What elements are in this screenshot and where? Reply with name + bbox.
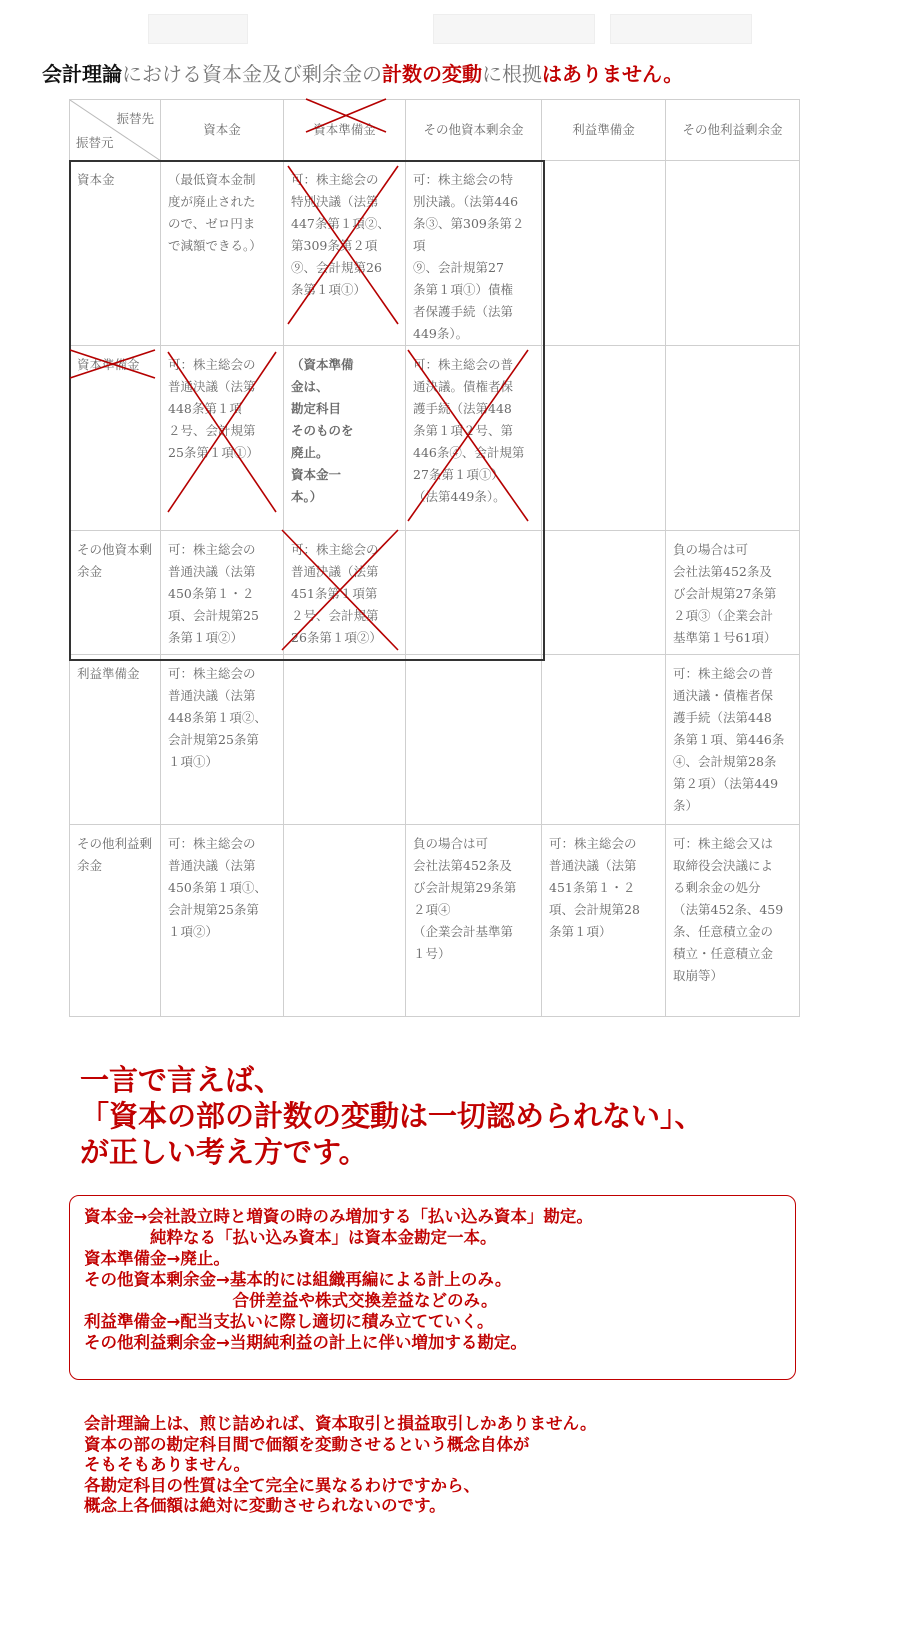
table-row (70, 531, 800, 655)
closing-line: 各勘定科目の性質は全て完全に異なるわけですから、 (84, 1475, 480, 1495)
cell-line: 条第１項２号、第 (413, 423, 514, 438)
cell-line: ④、会計規第28条 (673, 754, 777, 769)
note-line: 合併差益や株式交換差益などのみ。 (84, 1291, 498, 1310)
cell-line: 普通決議（法第 (168, 379, 256, 394)
cell-line: 本。） (291, 489, 323, 504)
cell-line: 負の場合は可 (673, 542, 749, 557)
cell-line: 条第１項②） (168, 630, 244, 645)
row-label: 資本金 (70, 161, 161, 346)
table-cell (666, 531, 800, 655)
note-line: 資本準備金→廃止。 (84, 1249, 230, 1268)
closing-paragraph (84, 1414, 597, 1517)
cell-line: 条③、第309条第２項 (413, 216, 525, 253)
capital-transfer-table (69, 99, 800, 1017)
cell-line: 会社法第452条及 (673, 564, 772, 579)
table-cell (161, 825, 284, 1017)
cell-line: 可：株主総会の (549, 836, 637, 851)
cell-line: 26条第１項②） (291, 630, 382, 645)
row-label: 利益準備金 (70, 655, 161, 825)
cell-line: 447条第１項②、 (291, 216, 390, 231)
cell-line: 項、会計規第25 (168, 608, 259, 623)
cell-line: （最低資本金制 (168, 172, 256, 187)
cell-line: で減額できる。） (168, 238, 262, 253)
table-cell (406, 531, 542, 655)
table-cell (666, 161, 800, 346)
cell-line: び会計規第29条第 (413, 880, 517, 895)
cell-line: 別決議。（法第446 (413, 194, 519, 209)
cell-line: 会計規第25条第 (168, 902, 259, 917)
cell-line: 可：株主総会の普 (673, 666, 774, 681)
cell-line: 者保護手続（法第 (413, 304, 514, 319)
cell-line: び会計規第27条第 (673, 586, 777, 601)
cell-line: 条） (673, 798, 699, 813)
cell-line: 可：株主総会の (291, 172, 379, 187)
cell-line: 護手続（法第448 (673, 710, 772, 725)
cell-line: 普通決議（法第 (168, 688, 256, 703)
headline-part: はありません。 (542, 62, 684, 86)
cell-line: 度が廃止された (168, 194, 256, 209)
cell-line: 可：株主総会の普 (413, 357, 514, 372)
cell-line: 448条第１項 (168, 401, 242, 416)
column-header: 利益準備金 (542, 100, 666, 161)
cell-line: （資本準備 (291, 357, 354, 372)
cell-line: る剰余金の処分 (673, 880, 761, 895)
summary-line: が正しい考え方です。 (80, 1135, 368, 1169)
closing-line: そもそもありません。 (84, 1455, 250, 1474)
cell-line: 450条第１項①、 (168, 880, 267, 895)
cell-line: 可：株主総会の (168, 836, 256, 851)
cell-line: 449条）。 (413, 326, 469, 341)
cell-line: 451条第１・２ (549, 880, 636, 895)
column-header: 資本準備金 (284, 100, 406, 161)
table-cell (542, 161, 666, 346)
cell-line: ２項④ (413, 902, 451, 917)
headline-part: 会計理論 (42, 62, 122, 86)
scan-artifact-box (433, 14, 595, 44)
cell-line: 基準第１号61項） (673, 630, 777, 645)
table-corner-cell (70, 100, 161, 161)
cell-line: 条第１項①）債権 (413, 282, 514, 297)
cell-line: 会計規第25条第 (168, 732, 259, 747)
cell-line: 可：株主総会の (168, 666, 256, 681)
headline (42, 58, 683, 87)
cell-line: ⑨、会計規第27 (413, 260, 504, 275)
headline-part: に根拠 (482, 62, 542, 86)
note-line: その他利益剰余金→当期純利益の計上に伴い増加する勘定。 (84, 1333, 527, 1352)
cell-line: 可：株主総会又は (673, 836, 774, 851)
table-cell (666, 825, 800, 1017)
cell-line: （法第449条）。 (413, 489, 506, 504)
cell-line: １項①） (168, 754, 219, 769)
table-row (70, 161, 800, 346)
table-cell (284, 655, 406, 825)
table-cell (406, 655, 542, 825)
cell-line: 普通決議（法第 (291, 564, 379, 579)
cell-line: 普通決議（法第 (168, 858, 256, 873)
summary-line: 一言で言えば、 (80, 1063, 284, 1097)
row-label: 資本準備金 (70, 346, 161, 531)
scan-artifact-box (610, 14, 752, 44)
table-row (70, 825, 800, 1017)
note-line: 純粋なる「払い込み資本」は資本金勘定一本。 (84, 1228, 497, 1247)
cell-line: 450条第１・２ (168, 586, 255, 601)
cell-line: そのものを (291, 423, 354, 438)
table-header-row (70, 100, 800, 161)
cell-line: 勘定科目 (291, 401, 342, 416)
table-cell (542, 825, 666, 1017)
row-label: その他資本剰余金 (70, 531, 161, 655)
cell-line: 負の場合は可 (413, 836, 489, 851)
cell-line: 446条④、会計規第 (413, 445, 525, 460)
table-cell (406, 825, 542, 1017)
row-label: その他利益剰余金 (70, 825, 161, 1017)
table-cell (161, 161, 284, 346)
corner-from-label: 振替元 (76, 135, 114, 150)
cell-line: 通決議・債権者保 (673, 688, 774, 703)
headline-part: における資本金及び剰余金の (122, 62, 382, 86)
table-cell (542, 531, 666, 655)
column-header: 資本金 (161, 100, 284, 161)
note-line: 利益準備金→配当支払いに際し適切に積み立てていく。 (84, 1312, 494, 1331)
cell-line: 取崩等） (673, 968, 724, 983)
cell-line: 27条第１項①） (413, 467, 504, 482)
table-cell (161, 346, 284, 531)
table-cell (284, 531, 406, 655)
closing-line: 概念上各価額は絶対に変動させられないのです。 (84, 1496, 446, 1515)
cell-line: 448条第１項②、 (168, 710, 267, 725)
cell-line: 25条第１項①） (168, 445, 259, 460)
table-cell (284, 346, 406, 531)
table-cell (284, 825, 406, 1017)
cell-line: 金は、 (291, 379, 329, 394)
cell-line: ２号、会計規第 (168, 423, 256, 438)
cell-line: （法第452条、459 (673, 902, 784, 917)
cell-line: 条第１項①） (291, 282, 367, 297)
cell-line: １項②） (168, 924, 219, 939)
summary-line: 「資本の部の計数の変動は一切認められない」、 (80, 1099, 704, 1133)
cell-line: 資本金一 (291, 467, 342, 482)
column-header: その他資本剰余金 (406, 100, 542, 161)
scan-artifact-box (148, 14, 248, 44)
cell-line: 廃止。 (291, 445, 329, 460)
table-row (70, 655, 800, 825)
cell-line: 護手続（法第448 (413, 401, 512, 416)
cell-line: 普通決議（法第 (168, 564, 256, 579)
headline-part: 計数の変動 (382, 62, 482, 86)
cell-line: 可：株主総会の (291, 542, 379, 557)
table-cell (542, 655, 666, 825)
cell-line: 第309条第２項 (291, 238, 378, 253)
cell-line: 積立・任意積立金 (673, 946, 774, 961)
cell-line: １号） (413, 946, 451, 961)
cell-line: 普通決議（法第 (549, 858, 637, 873)
cell-line: ので、ゼロ円ま (168, 216, 256, 231)
table-cell (406, 161, 542, 346)
table-cell (284, 161, 406, 346)
table-cell (406, 346, 542, 531)
cell-line: 可：株主総会の (168, 357, 256, 372)
cell-line: 451条第１項第 (291, 586, 378, 601)
cell-line: 可：株主総会の特 (413, 172, 514, 187)
corner-to-label: 振替先 (116, 111, 154, 126)
cell-line: 特別決議（法第 (291, 194, 379, 209)
note-line: 資本金→会社設立時と増資の時のみ増加する「払い込み資本」勘定。 (84, 1207, 593, 1226)
cell-line: 可：株主総会の (168, 542, 256, 557)
cell-line: 条第１項） (549, 924, 612, 939)
table-cell (161, 655, 284, 825)
table-cell (161, 531, 284, 655)
table-cell (666, 655, 800, 825)
cell-line: ⑨、会計規第26 (291, 260, 382, 275)
cell-line: 項、会計規第28 (549, 902, 640, 917)
cell-line: 条第１項、第446条 (673, 732, 785, 747)
account-notes (84, 1206, 593, 1353)
table-row (70, 346, 800, 531)
cell-line: 通決議。債権者保 (413, 379, 514, 394)
cell-line: （企業会計基準第 (413, 924, 514, 939)
cell-line: 第２項）（法第449 (673, 776, 779, 791)
cell-line: 条、任意積立金の (673, 924, 774, 939)
closing-line: 会計理論上は、煎じ詰めれば、資本取引と損益取引しかありません。 (84, 1414, 597, 1433)
note-line: その他資本剰余金→基本的には組織再編による計上のみ。 (84, 1270, 512, 1289)
cell-line: ２号、会計規第 (291, 608, 379, 623)
column-header: その他利益剰余金 (666, 100, 800, 161)
cell-line: 会社法第452条及 (413, 858, 512, 873)
table-cell (542, 346, 666, 531)
cell-line: ２項③（企業会計 (673, 608, 774, 623)
cell-line: 取締役会決議によ (673, 858, 774, 873)
summary-message (80, 1062, 704, 1170)
closing-line: 資本の部の勘定科目間で価額を変動させるという概念自体が (84, 1434, 530, 1454)
table-cell (666, 346, 800, 531)
